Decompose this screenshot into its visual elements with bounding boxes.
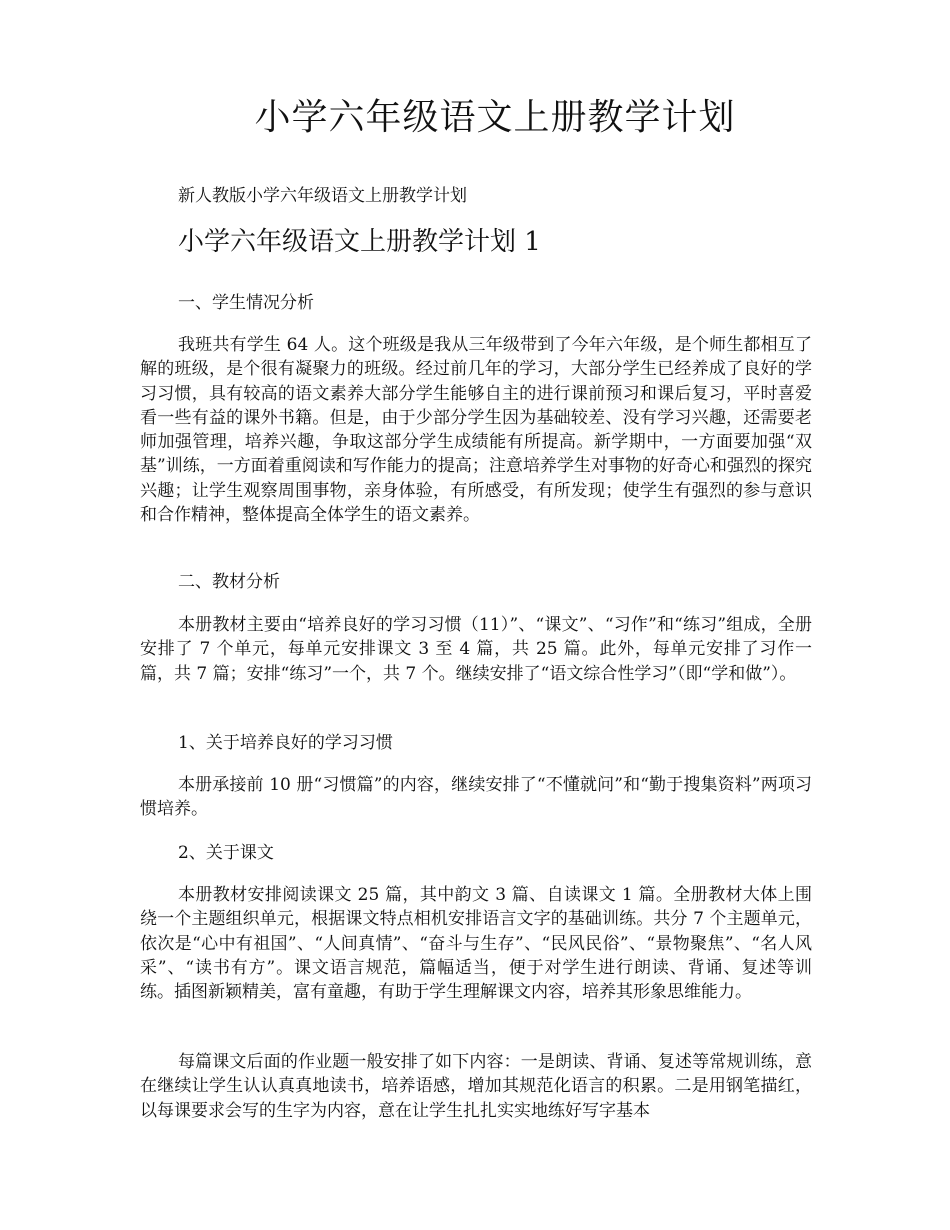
paragraph-textbook-analysis: 本册教材主要由“培养良好的学习习惯（11）”、“课文”、“习作”和“练习”组成，全册安排了 7 个单元，每单元安排课文 3 至 4 篇，共 25 篇。此外，每单元安排了习作一篇，共 7 篇；安排“练习”一个，共 7 个。继续安排了“语文综合性学习”（即“学和做”）。 xyxy=(140,615,812,684)
paragraph-texts: 本册教材安排阅读课文 25 篇，其中韵文 3 篇、自读课文 1 篇。全册教材大体上围绕一个主题组织单元，根据课文特点相机安排语言文字的基础训练。共分 7 个主题单元，依次是“心中有祖国”、“人间真情”、“奋斗与生存”、“民风民俗”、“景物聚焦”、“名人风采”、“读书有方”。课文语言规范，篇幅适当，便于对学生进行朗读、背诵、复述等训练。插图新颖精美，富有童趣，有助于学生理解课文内容，培养其形象思维能力。 xyxy=(140,885,812,1003)
paragraph-study-habits: 本册承接前 10 册“习惯篇”的内容，继续安排了“不懂就问”和“勤于搜集资料”两项习惯培养。 xyxy=(140,775,812,820)
heading-textbook-analysis: 二、教材分析 xyxy=(178,572,280,592)
paragraph-homework: 每篇课文后面的作业题一般安排了如下内容：一是朗读、背诵、复述等常规训练，意在继续让学生认认真真地读书，培养语感，增加其规范化语言的积累。二是用钢笔描红，以每课要求会写的生字为内容，意在让学生扎扎实实地练好写字基本 xyxy=(140,1052,812,1121)
heading-student-analysis: 一、学生情况分析 xyxy=(178,293,314,313)
heading-texts: 2、关于课文 xyxy=(178,843,274,863)
heading-study-habits: 1、关于培养良好的学习习惯 xyxy=(178,733,393,753)
document-subtitle: 新人教版小学六年级语文上册教学计划 xyxy=(178,186,467,206)
section-title: 小学六年级语文上册教学计划 1 xyxy=(178,227,541,257)
document-title: 小学六年级语文上册教学计划 xyxy=(254,97,736,138)
paragraph-student-analysis: 我班共有学生 64 人。这个班级是我从三年级带到了今年六年级，是个师生都相互了解的班级，是个很有凝聚力的班级。经过前几年的学习，大部分学生已经养成了良好的学习习惯，具有较高的语文素养大部分学生能够自主的进行课前预习和课后复习，平时喜爱看一些有益的课外书籍。但是，由于少部分学生因为基础较差、没有学习兴趣，还需要老师加强管理，培养兴趣，争取这部分学生成绩能有所提高。新学期中，一方面要加强“双基”训练，一方面着重阅读和写作能力的提高；注意培养学生对事物的好奇心和强烈的探究兴趣；让学生观察周围事物，亲身体验，有所感受，有所发现；使学生有强烈的参与意识和合作精神，整体提高全体学生的语文素养。 xyxy=(140,335,812,526)
